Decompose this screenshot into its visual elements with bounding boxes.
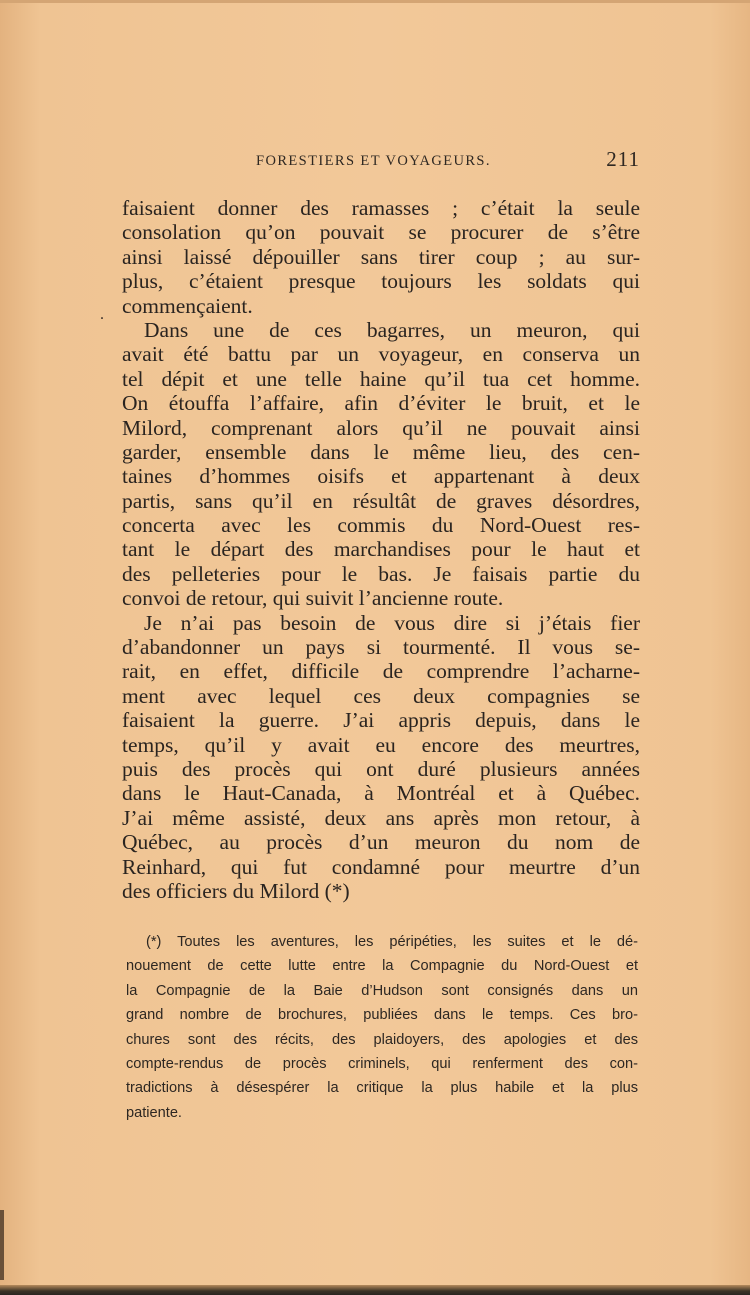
text-line: garder, ensemble dans le même lieu, des cen- (122, 439, 640, 464)
text-line: Milord, comprenant alors qu’il ne pouvait ainsi (122, 415, 640, 440)
text-line: des pelleteries pour le bas. Je faisais partie du (122, 561, 640, 586)
text-line: d’abandonner un pays si tourmenté. Il vous se- (122, 635, 640, 660)
text-line: Reinhard, qui fut condamné pour meurtre d’un (122, 854, 640, 879)
text-line: dans le Haut-Canada, à Montréal et à Québec. (122, 781, 640, 806)
text-line: Je n’ai pas besoin de vous dire si j’étais fier (144, 610, 640, 635)
body-text (122, 196, 640, 903)
text-line: avait été battu par un voyageur, en conserva un (122, 342, 640, 367)
text-line: Dans une de ces bagarres, un meuron, qui (144, 317, 640, 342)
running-head (120, 147, 640, 177)
footnote-line: compte-rendus de procès criminels, qui renferment des con- (126, 1055, 638, 1072)
text-line: taines d’hommes oisifs et appartenant à deux (122, 464, 640, 489)
footnote-line: nouement de cette lutte entre la Compagnie du Nord-Ouest et (126, 958, 638, 975)
page-top-edge (0, 0, 750, 3)
text-line: convoi de retour, qui suivit l’ancienne route. (122, 586, 504, 611)
running-title: FORESTIERS ET VOYAGEURS. (256, 153, 491, 169)
text-line: faisaient donner des ramasses ; c’était la seule (122, 196, 640, 220)
text-line: rait, en effet, difficile de comprendre l’acharne- (122, 659, 640, 684)
footnote-line: (*) Toutes les aventures, les péripéties, les suites et le dé- (146, 934, 638, 950)
text-line: tant le départ des marchandises pour le haut et (122, 537, 640, 562)
text-line: concerta avec les commis du Nord-Ouest res- (122, 513, 640, 538)
footnote-line: la Compagnie de la Baie d’Hudson sont consignés dans un (126, 982, 638, 999)
footnote-line: chures sont des récits, des plaidoyers, des apologies et des (126, 1031, 638, 1048)
text-line: faisaient la guerre. J’ai appris depuis, dans le (122, 708, 640, 733)
text-line: On étouffa l’affaire, afin d’éviter le bruit, et le (122, 391, 640, 416)
text-line: ment avec lequel ces deux compagnies se (122, 683, 640, 708)
margin-mark: . (100, 306, 104, 323)
text-line: temps, qu’il y avait eu encore des meurtres, (122, 732, 640, 757)
page-number: 211 (606, 147, 640, 171)
text-line: consolation qu’on pouvait se procurer de s’être (122, 220, 640, 245)
footnote-line: grand nombre de brochures, publiées dans le temps. Ces bro- (126, 1007, 638, 1024)
page-bottom-edge (0, 1285, 750, 1295)
text-line: plus, c’étaient presque toujours les soldats qui (122, 269, 640, 294)
binding-edge (0, 1210, 4, 1280)
footnote-line: patiente. (126, 1104, 182, 1121)
text-line: commençaient. (122, 293, 253, 318)
text-line: puis des procès qui ont duré plusieurs années (122, 756, 640, 781)
text-line: des officiers du Milord (*) (122, 878, 350, 903)
footnote (126, 930, 638, 1125)
text-line: J’ai même assisté, deux ans après mon retour, à (122, 805, 640, 830)
footnote-line: tradictions à désespérer la critique la plus habile et la plus (126, 1080, 638, 1097)
text-line: ainsi laissé dépouiller sans tirer coup ; au sur- (122, 244, 640, 269)
text-line: Québec, au procès d’un meuron du nom de (122, 830, 640, 855)
text-line: partis, sans qu’il en résultât de graves désordres, (122, 488, 640, 513)
text-line: tel dépit et une telle haine qu’il tua cet homme. (122, 366, 640, 391)
